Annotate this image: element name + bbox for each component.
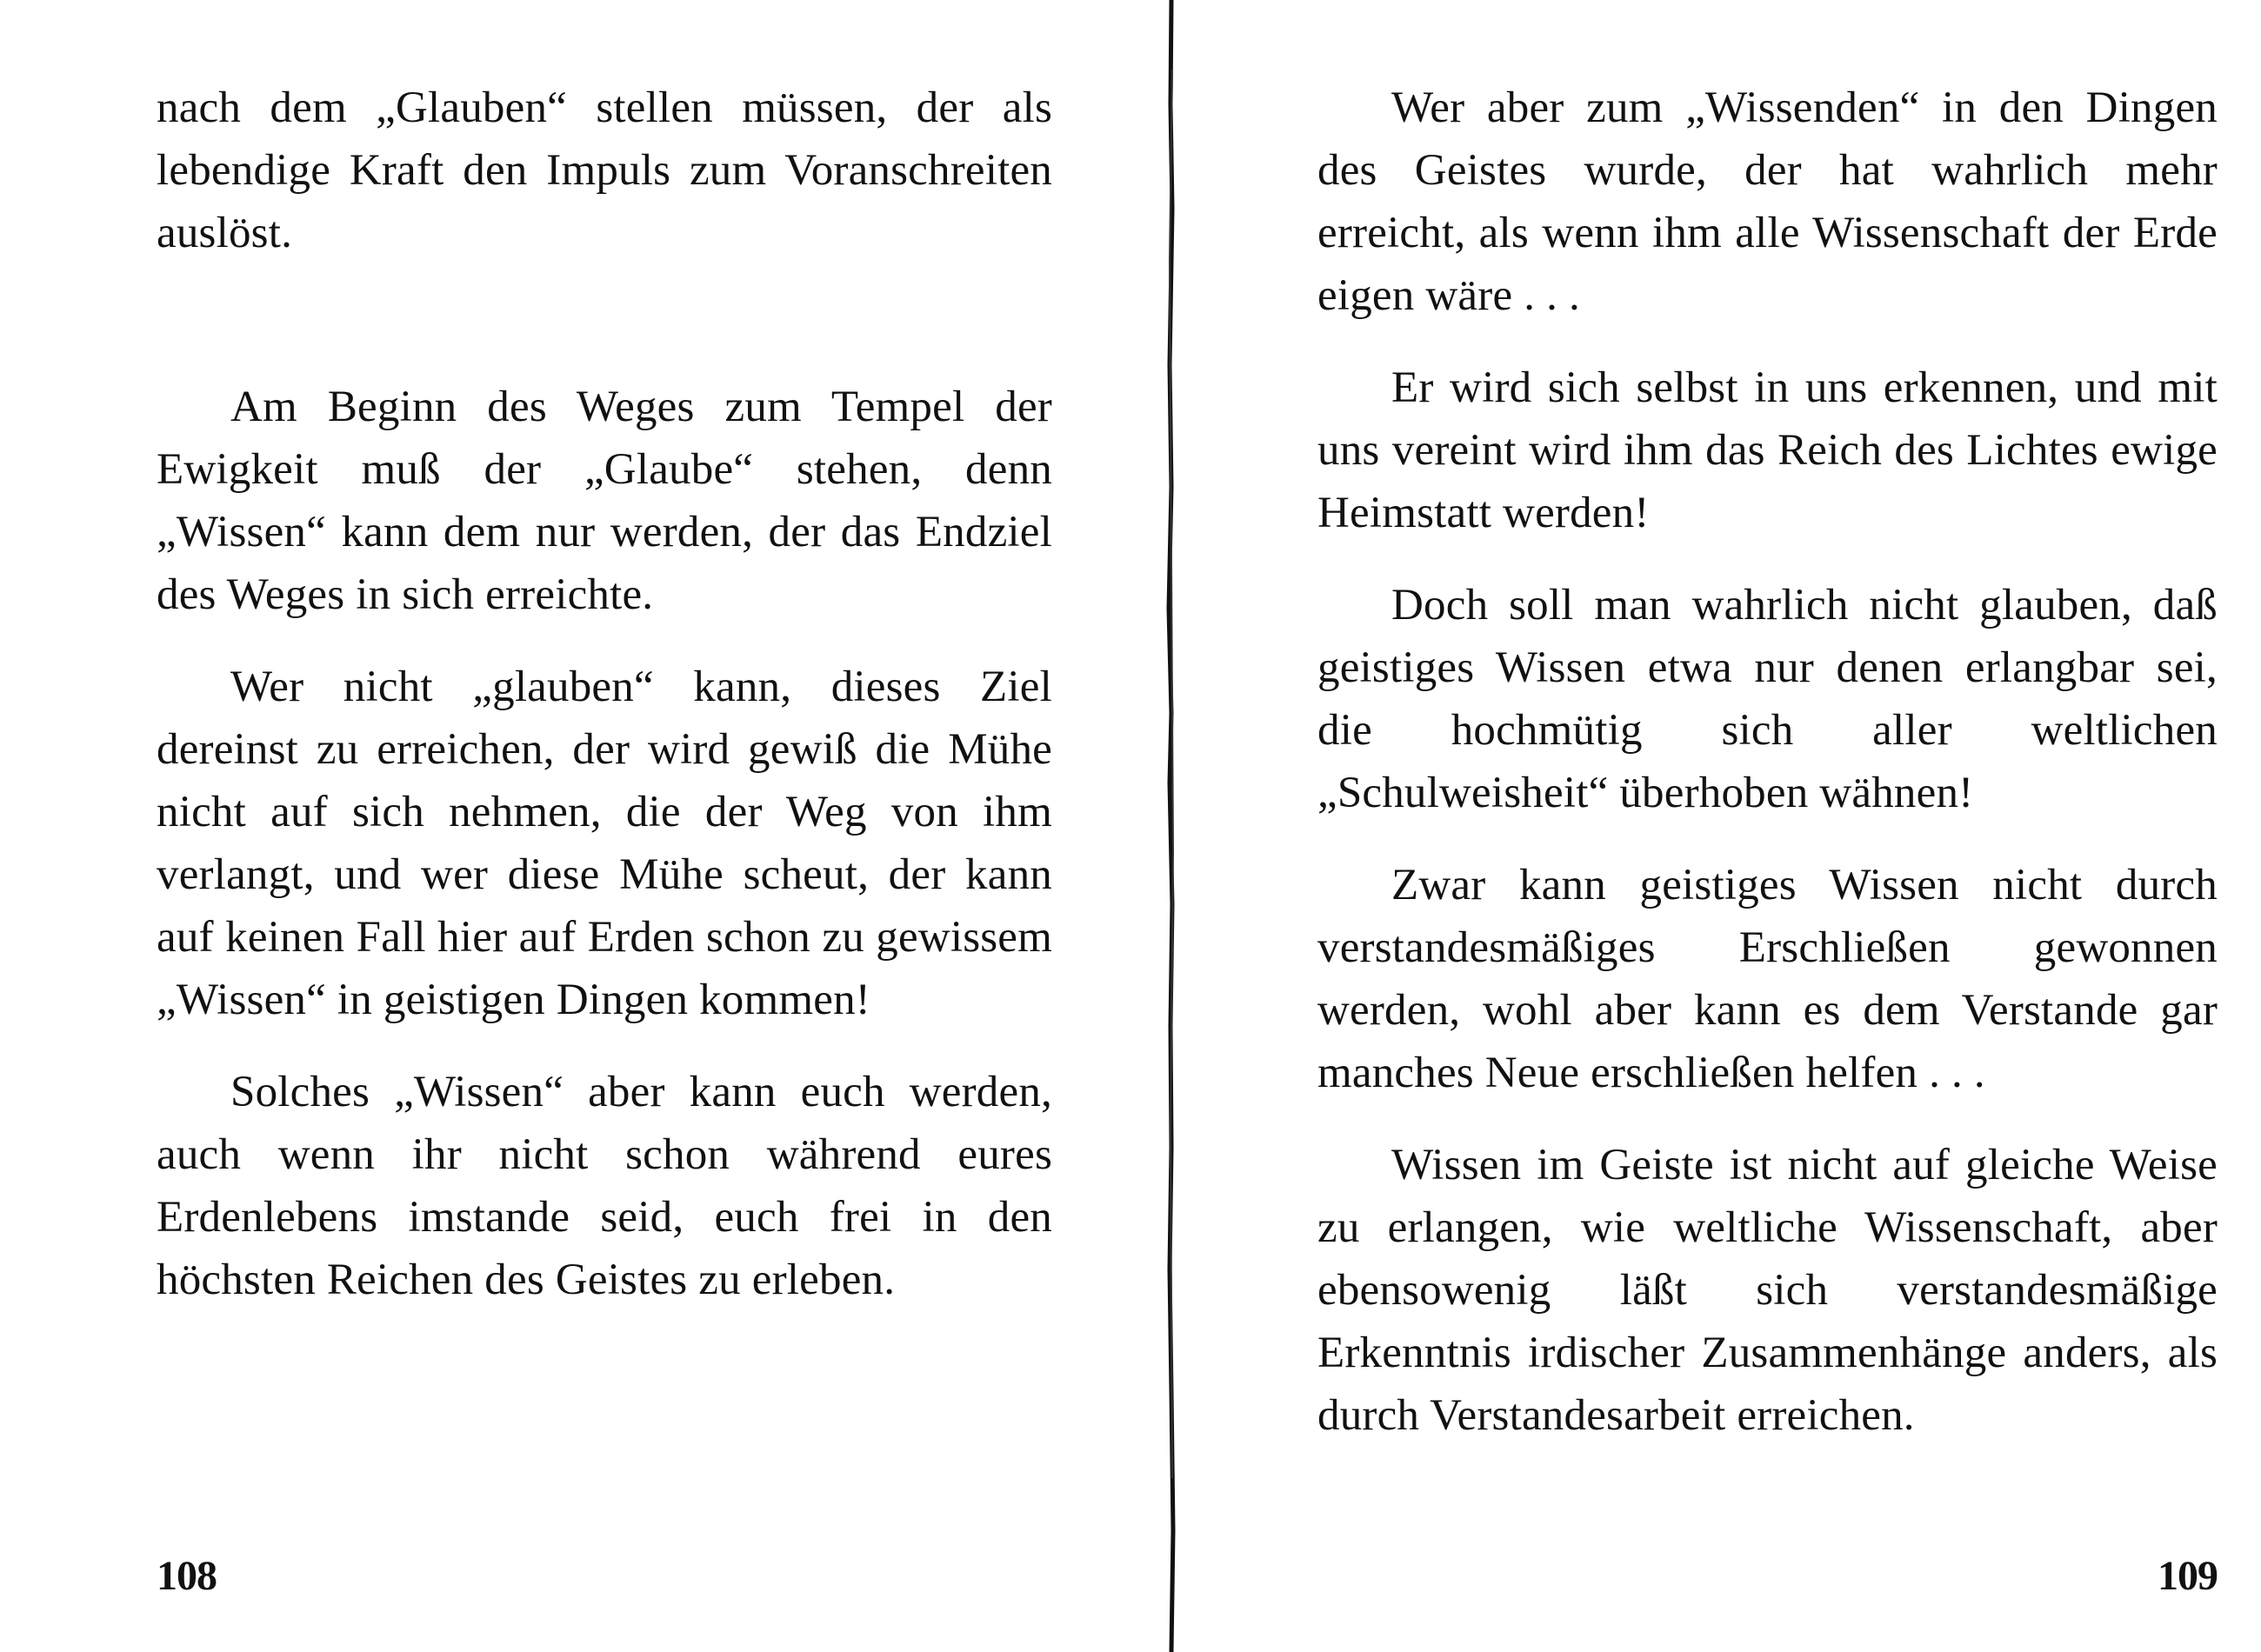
paragraph-gap: [157, 626, 1052, 656]
paragraph: Er wird sich selbst in uns erkennen, und mit uns vereint wird ihm das Reich des Lichtes ewige Heimstatt werden!: [1317, 363, 2218, 537]
paragraph-gap: [1317, 544, 2218, 574]
left-page: [157, 0, 1052, 1652]
paragraph: Zwar kann geistiges Wissen nicht durch verstandesmäßiges Erschließen gewonnen werden, wohl aber kann es dem Verstande gar manches Neue erschließen helfen . . .: [1317, 861, 2218, 1097]
page-number: 109: [2158, 1553, 2218, 1599]
right-page-text: [1317, 77, 2218, 1447]
paragraph-gap: [1317, 327, 2218, 356]
paragraph-gap: [1317, 1104, 2218, 1134]
right-page: [1317, 0, 2218, 1652]
paragraph: Wer aber zum „Wissenden“ in den Dingen des Geistes wurde, der hat wahrlich mehr erreicht, als wenn ihm alle Wissenschaft der Erde eigen wäre . . .: [1317, 83, 2218, 320]
paragraph: Solches „Wissen“ aber kann euch werden, auch wenn ihr nicht schon während eures Erdenlebens imstande seid, euch frei in den höchsten Reichen des Geistes zu erleben.: [157, 1068, 1052, 1304]
paragraph-gap: [1317, 824, 2218, 854]
section-break: [157, 264, 1052, 376]
paragraph: Wissen im Geiste ist nicht auf gleiche Weise zu erlangen, wie weltliche Wissenschaft, aber ebensowenig läßt sich verstandesmäßige Erkenntnis irdischer Zusammenhänge anders, als durch Verstandesarbeit erreichen.: [1317, 1141, 2218, 1440]
paragraph: Am Beginn des Weges zum Tempel der Ewigkeit muß der „Glaube“ stehen, denn „Wissen“ kann dem nur werden, der das Endziel des Weges in sich erreichte.: [157, 383, 1052, 619]
paragraph: Wer nicht „glauben“ kann, dieses Ziel dereinst zu erreichen, der wird gewiß die Mühe nicht auf sich nehmen, die der Weg von ihm verlangt, und wer diese Mühe scheut, der kann auf keinen Fall hier auf Erden schon zu gewissem „Wissen“ in geistigen Dingen kommen!: [157, 663, 1052, 1024]
page-number: 108: [157, 1553, 217, 1599]
paragraph: Doch soll man wahrlich nicht glauben, daß geistiges Wissen etwa nur denen erlangbar sei, die hochmütig sich aller weltlichen „Schulweisheit“ überhoben wähnen!: [1317, 581, 2218, 817]
binding-gutter: [1161, 0, 1182, 1652]
left-page-text: [157, 77, 1052, 1311]
paragraph: nach dem „Glauben“ stellen müssen, der als lebendige Kraft den Impuls zum Voranschreiten auslöst.: [157, 83, 1052, 257]
paragraph-gap: [157, 1031, 1052, 1061]
